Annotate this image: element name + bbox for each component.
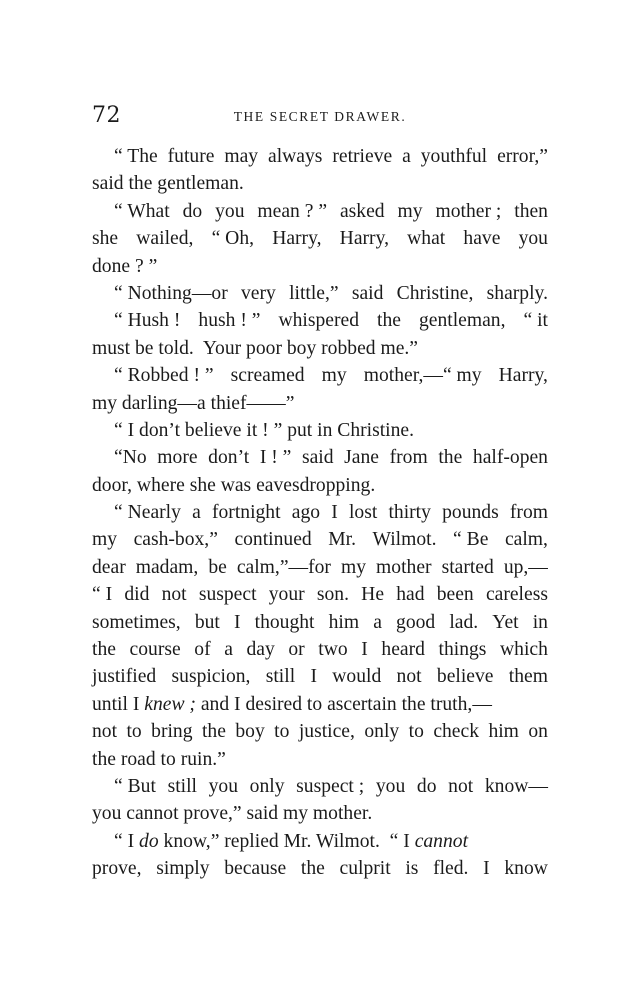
word: him [328, 611, 360, 633]
word: sharply. [486, 282, 548, 304]
word: would [332, 666, 382, 688]
text-line [92, 472, 548, 499]
text-line [92, 691, 548, 718]
word: calm,”—for [236, 556, 331, 578]
word: whispered [278, 310, 359, 332]
word: in [532, 611, 548, 633]
text-line [92, 636, 548, 663]
word: heard [381, 639, 425, 661]
text-line [92, 746, 548, 773]
word: culprit [339, 858, 391, 880]
line-text: door, where she was eavesdropping. [92, 474, 376, 496]
word: “ Robbed ! ” [114, 365, 214, 387]
text-line [92, 855, 548, 882]
word: Yet [492, 611, 519, 633]
text-line [92, 280, 548, 307]
word: my [340, 556, 367, 578]
word: sometimes, [92, 611, 181, 633]
word: a [402, 146, 411, 167]
text-line [92, 444, 548, 471]
text-line [92, 253, 548, 280]
line-text: must be told. Your poor boy robbed me.” [92, 337, 418, 359]
text-line [92, 390, 548, 417]
word: the [201, 721, 226, 743]
text-line [92, 526, 548, 553]
text-segment: and I desired to ascertain the truth,— [195, 693, 492, 715]
text-line [92, 609, 548, 636]
text-segment: “ I [114, 830, 140, 852]
word: Christine, [396, 282, 474, 304]
word: lost [348, 502, 378, 524]
word: do [182, 200, 203, 222]
line-text: said the gentleman. [92, 173, 244, 195]
text-segment: know,” replied Mr. Wilmot. “ I [158, 830, 415, 852]
word: Wilmot. [372, 529, 437, 551]
italic-text: do [139, 830, 159, 852]
page-number: 72 [92, 103, 121, 128]
word: to [274, 721, 290, 743]
word: not [92, 721, 118, 743]
word: bring [151, 721, 193, 743]
word: “ But [114, 775, 156, 797]
word: “No [114, 447, 147, 469]
word: started [441, 556, 494, 578]
word: mother,—“ my [363, 365, 482, 387]
text-line [92, 554, 548, 581]
word: thirty [388, 502, 431, 524]
word: Harry, [339, 228, 389, 250]
word: pounds [442, 502, 499, 524]
word: may [224, 146, 259, 167]
word: the [300, 858, 325, 880]
word: my [92, 529, 118, 551]
word: did [124, 584, 150, 606]
word: then [514, 200, 548, 222]
text-line [92, 143, 548, 170]
body-text [92, 143, 548, 883]
word: justice, [298, 721, 355, 743]
word: still [167, 775, 197, 797]
text-line [92, 499, 548, 526]
word: retrieve [332, 146, 393, 167]
word: “ Nearly [114, 502, 181, 524]
word: know— [484, 775, 548, 797]
word: I [331, 502, 338, 524]
word: future [167, 146, 215, 167]
text-line [92, 362, 548, 389]
word: “ The [114, 146, 158, 167]
word: fled. [433, 858, 469, 880]
word: “ Oh, [211, 228, 255, 250]
word: from [509, 502, 548, 524]
word: my [321, 365, 347, 387]
word: I [361, 639, 368, 661]
text-line [92, 417, 548, 444]
line-text: my darling—a thief——” [92, 392, 295, 414]
text-line [92, 225, 548, 252]
word: “ Nothing—or [114, 282, 228, 304]
word: calm, [504, 529, 548, 551]
word: him [488, 721, 519, 743]
word: cash-box,” [133, 529, 218, 551]
line-text: done ? ” [92, 255, 158, 277]
text-line [92, 718, 548, 745]
word: careless [485, 584, 548, 606]
word: little,” [289, 282, 339, 304]
text-line [92, 198, 548, 225]
word: lad. [449, 611, 479, 633]
word: prove, [92, 858, 142, 880]
word: very [241, 282, 276, 304]
word: my [397, 200, 423, 222]
word: what [407, 228, 446, 250]
word: “ What [114, 200, 170, 222]
word: Harry, [498, 365, 548, 387]
word: because [224, 858, 287, 880]
word: I ! ” [259, 447, 292, 469]
word: mother [376, 556, 432, 578]
word: “ Be [453, 529, 489, 551]
text-line [92, 828, 548, 855]
word: mean ? ” [257, 200, 328, 222]
word: the [438, 447, 463, 469]
word: have [463, 228, 501, 250]
word: suspect [198, 584, 257, 606]
text-line [92, 170, 548, 197]
word: dear [92, 556, 126, 578]
text-line [92, 800, 548, 827]
word: error,” [497, 146, 548, 167]
word: good [396, 611, 436, 633]
word: them [508, 666, 548, 688]
word: continued [234, 529, 312, 551]
text-line [92, 581, 548, 608]
italic-text: cannot [414, 830, 469, 852]
word: youthful [420, 146, 488, 167]
word: you [375, 775, 406, 797]
word: screamed [230, 365, 305, 387]
word: things [438, 639, 487, 661]
word: you [208, 775, 239, 797]
word: hush ! ” [198, 310, 261, 332]
word: I [310, 666, 317, 688]
word: He [361, 584, 385, 606]
word: “ I [92, 584, 113, 606]
word: not [396, 666, 422, 688]
word: the [92, 639, 116, 661]
word: been [436, 584, 474, 606]
word: up,— [503, 556, 548, 578]
page-header [92, 103, 548, 133]
text-line [92, 663, 548, 690]
line-text: you cannot prove,” said my mother. [92, 803, 373, 825]
word: which [500, 639, 548, 661]
text-line [92, 773, 548, 800]
word: justified [92, 666, 157, 688]
word: a [373, 611, 382, 633]
text-line [92, 307, 548, 334]
word: simply [156, 858, 210, 880]
word: son. [316, 584, 349, 606]
word: she [92, 228, 119, 250]
line-text: “ I don’t believe it ! ” put in Christine. [114, 419, 415, 441]
word: you [518, 228, 548, 250]
word: on [528, 721, 548, 743]
word: I [483, 858, 490, 880]
word: believe [436, 666, 494, 688]
word: know [504, 858, 548, 880]
word: “ Hush ! [114, 310, 181, 332]
text-line [92, 335, 548, 362]
word: not [448, 775, 474, 797]
word: suspect ; [296, 775, 365, 797]
word: said [301, 447, 334, 469]
word: do [416, 775, 437, 797]
word: a [192, 502, 201, 524]
word: you [215, 200, 245, 222]
word: still [265, 666, 296, 688]
word: always [268, 146, 323, 167]
word: or [288, 639, 305, 661]
line-text: the road to ruin.” [92, 748, 226, 770]
word: asked [339, 200, 385, 222]
word: Mr. [328, 529, 356, 551]
word: fortnight [211, 502, 281, 524]
word: a [224, 639, 233, 661]
word: don’t [208, 447, 250, 469]
word: suspicion, [171, 666, 251, 688]
word: day [246, 639, 275, 661]
word: had [396, 584, 425, 606]
word: mother ; [435, 200, 502, 222]
word: not [161, 584, 187, 606]
word: from [389, 447, 428, 469]
word: Jane [344, 447, 379, 469]
word: your [268, 584, 305, 606]
word: gentleman, [418, 310, 506, 332]
italic-text: knew ; [144, 693, 196, 715]
word: check [433, 721, 479, 743]
word: to [408, 721, 424, 743]
word: boy [235, 721, 265, 743]
word: two [318, 639, 348, 661]
word: be [208, 556, 227, 578]
word: but [194, 611, 220, 633]
word: I [233, 611, 241, 633]
word: thought [254, 611, 315, 633]
word: is [405, 858, 419, 880]
word: madam, [135, 556, 199, 578]
word: only [249, 775, 285, 797]
word: Harry, [272, 228, 322, 250]
word: course [129, 639, 181, 661]
word: only [364, 721, 400, 743]
word: more [157, 447, 198, 469]
word: ago [291, 502, 321, 524]
word: of [194, 639, 211, 661]
word: half-open [472, 447, 548, 469]
running-head: THE SECRET DRAWER. [233, 109, 407, 124]
word: to [126, 721, 142, 743]
text-segment: until I [92, 693, 145, 715]
word: wailed, [136, 228, 194, 250]
word: said [351, 282, 384, 304]
word: the [377, 310, 401, 332]
word: “ it [523, 310, 548, 332]
